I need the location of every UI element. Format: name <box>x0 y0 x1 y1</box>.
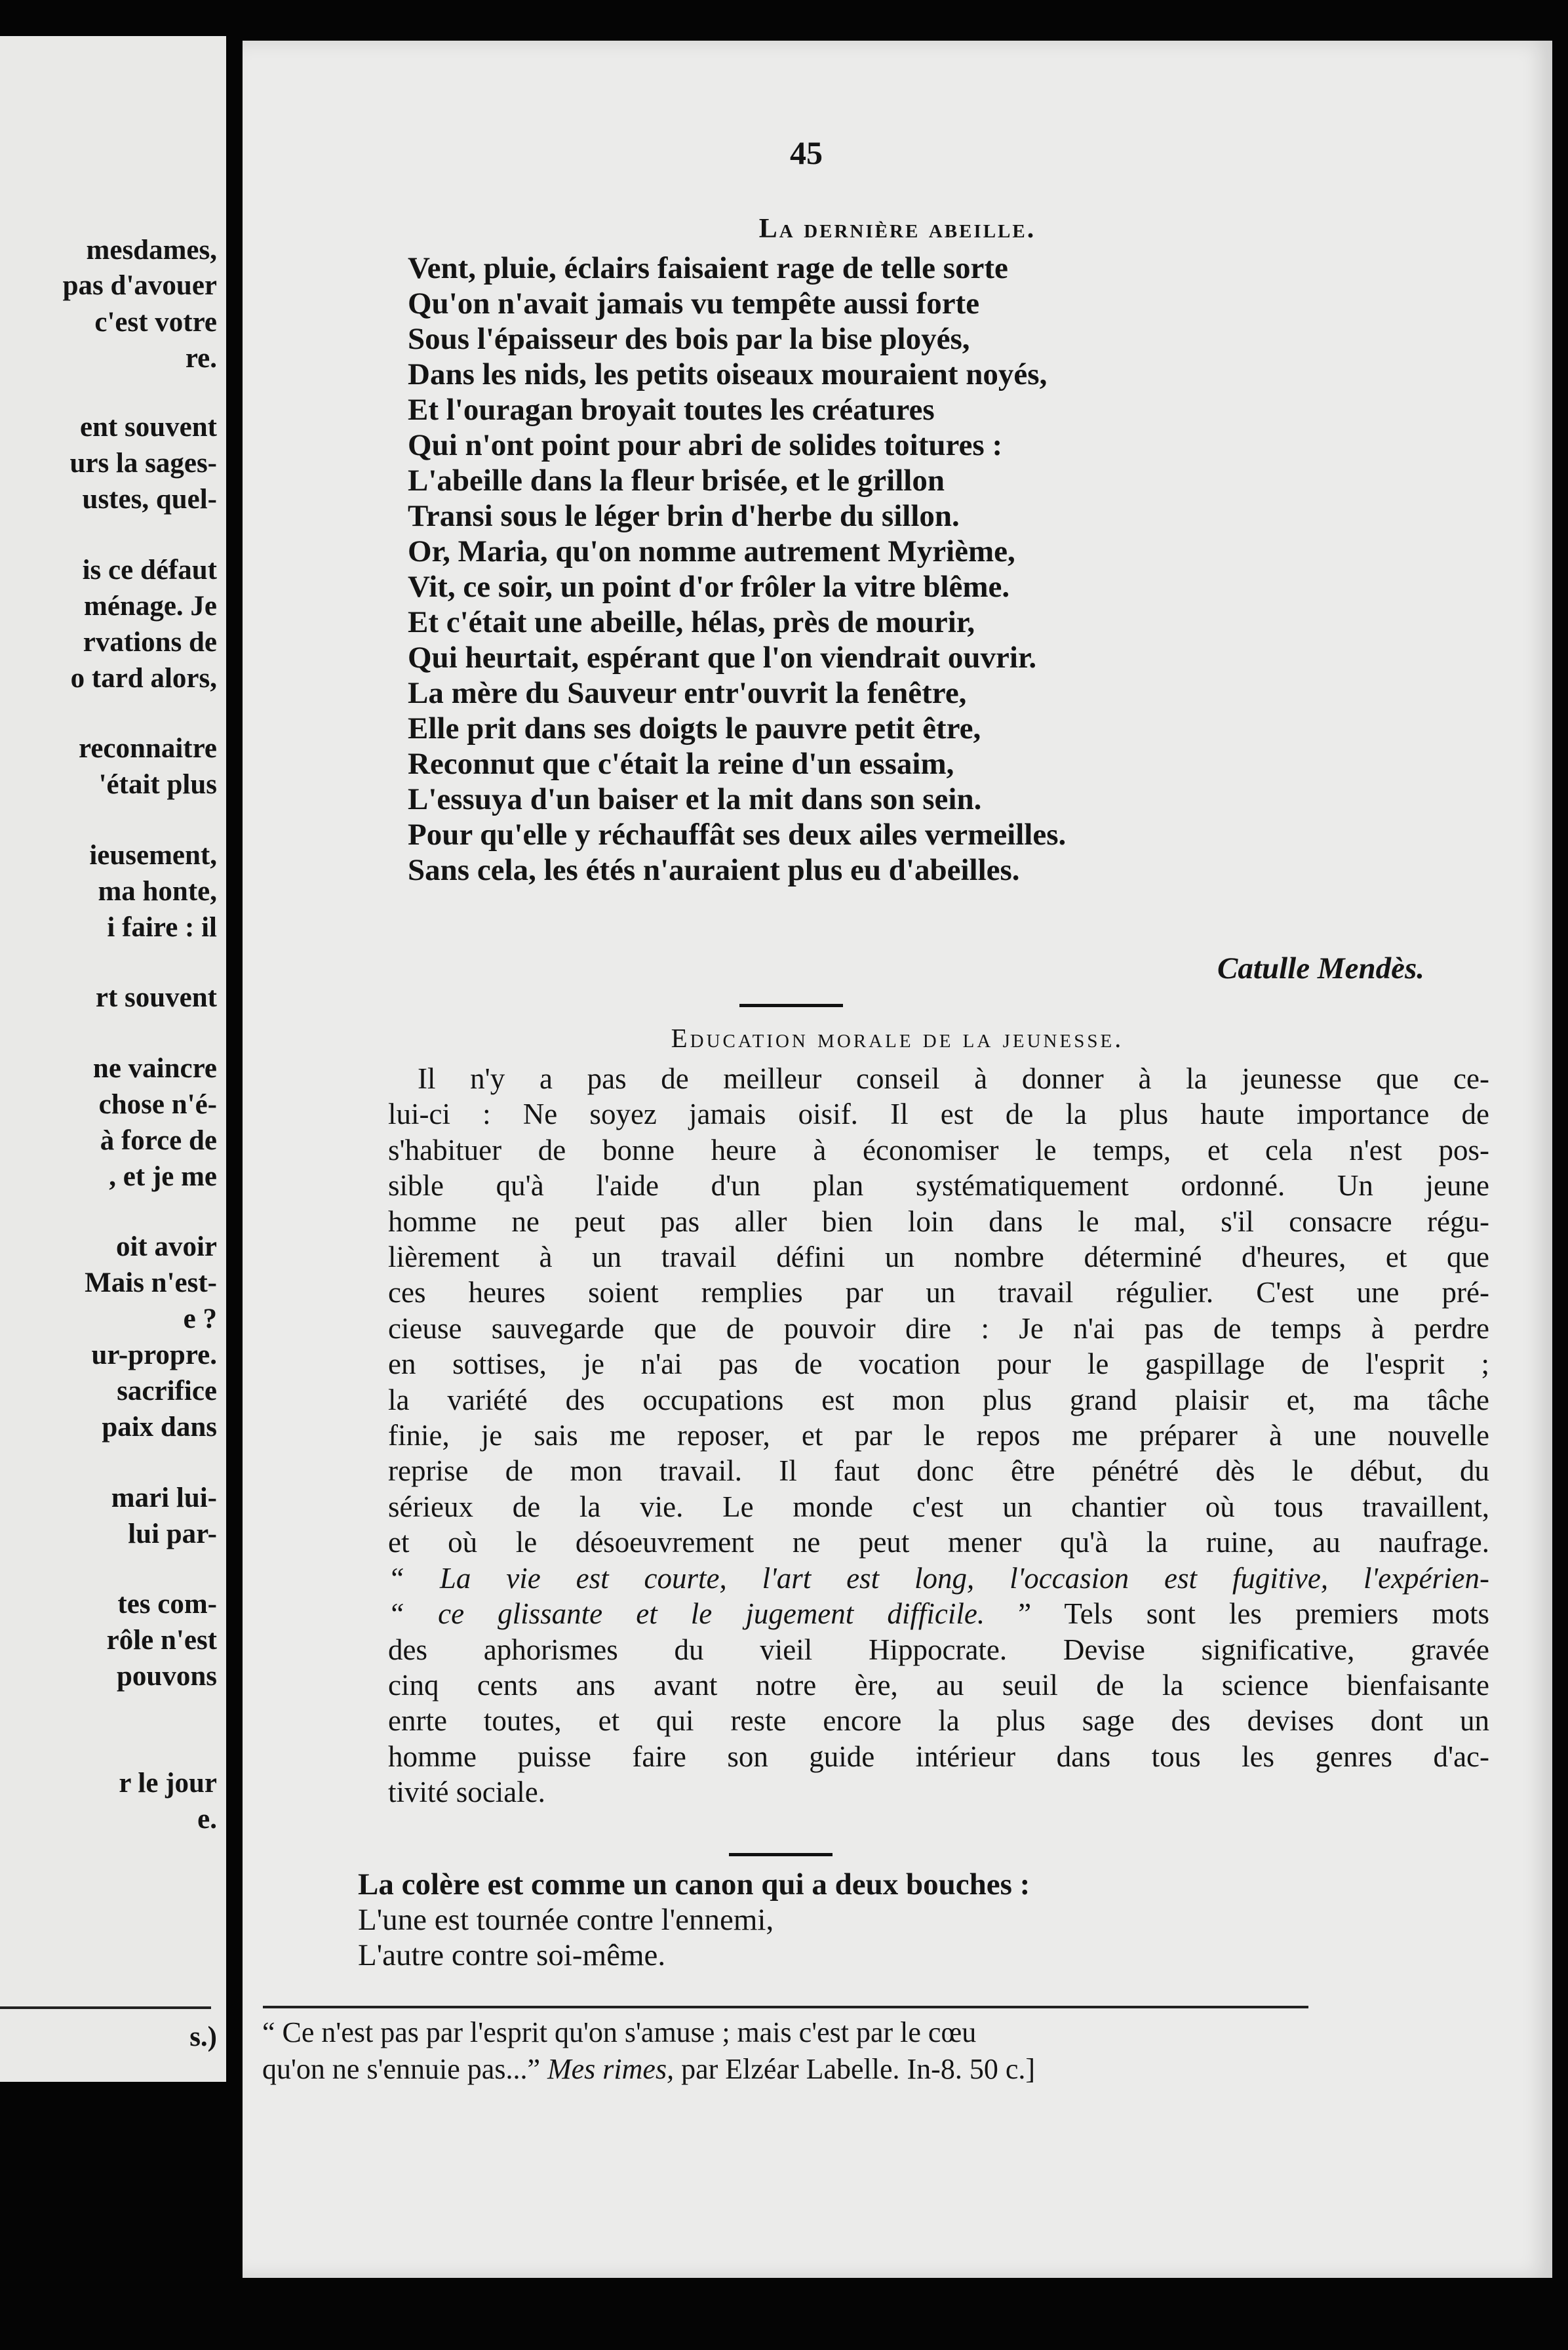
maxim-line: L'une est tournée contre l'ennemi, <box>358 1903 774 1937</box>
footnote-book-title: Mes rimes, <box>547 2053 675 2085</box>
poem-line: Qu'on n'avait jamais vu tempête aussi forte <box>408 287 980 321</box>
previous-page-line: ma honte, <box>98 876 217 907</box>
poem-line: Vent, pluie, éclairs faisaient rage de telle sorte <box>408 251 1008 285</box>
essay-line: reprise de mon travail. Il faut donc être pénétré dès le début, du <box>388 1454 1489 1488</box>
footnote-line: “ Ce n'est pas par l'esprit qu'on s'amuse ; mais c'est par le cœu <box>262 2016 977 2048</box>
previous-page-line: o tard alors, <box>70 663 217 694</box>
essay-line: enrte toutes, et qui reste encore la plus sage des devises dont un <box>388 1704 1489 1738</box>
poem-line: Sans cela, les étés n'auraient plus eu d'abeilles. <box>408 853 1020 887</box>
page-number: 45 <box>790 134 823 171</box>
poem-line: Et c'était une abeille, hélas, près de mourir, <box>408 605 975 639</box>
maxim-line: L'autre contre soi-même. <box>358 1938 666 1972</box>
previous-page-line: à force de <box>100 1125 217 1156</box>
maxim-line: La colère est comme un canon qui a deux bouches : <box>358 1867 1030 1902</box>
poem-line: Elle prit dans ses doigts le pauvre petit être, <box>408 711 981 746</box>
essay-line: la variété des occupations est mon plus grand plaisir et, ma tâche <box>388 1383 1489 1416</box>
footnote-text: par Elzéar Labelle. In-8. 50 c.] <box>674 2053 1036 2085</box>
maxim <box>358 1867 1030 1973</box>
poem-body <box>408 250 1489 888</box>
previous-page-line: reconnaitre <box>79 733 217 764</box>
poem-line: Qui heurtait, espérant que l'on viendrait ouvrir. <box>408 641 1037 675</box>
essay-line: cinq cents ans avant notre ère, au seuil de la science bienfaisante <box>388 1668 1489 1702</box>
essay-line: lièrement à un travail défini un nombre déterminé d'heures, et que <box>388 1241 1489 1274</box>
essay-line: s'habituer de bonne heure à économiser le temps, et cela n'est pos- <box>388 1133 1489 1166</box>
previous-page-line: ur-propre. <box>91 1340 217 1370</box>
poem-line: Or, Maria, qu'on nomme autrement Myrième, <box>408 534 1015 568</box>
previous-page-line: urs la sages- <box>69 448 217 479</box>
previous-page-line: s.) <box>189 2021 217 2052</box>
footnote-line <box>262 2051 1318 2088</box>
essay-line: homme puisse faire son guide intérieur dans tous les genres d'ac- <box>388 1740 1489 1773</box>
section-divider <box>729 1853 833 1856</box>
poem-line: Reconnut que c'était la reine d'un essaim, <box>408 747 954 781</box>
essay-line: finie, je sais me reposer, et par le repos me préparer à une nouvelle <box>388 1419 1489 1452</box>
main-page <box>243 41 1552 2278</box>
essay-line: lui-ci : Ne soyez jamais oisif. Il est de la plus haute importance de <box>388 1098 1489 1131</box>
poem-line: Et l'ouragan broyait toutes les créatures <box>408 393 935 427</box>
previous-page-line: c'est votre <box>94 307 217 338</box>
previous-page-line: mari lui- <box>111 1483 217 1513</box>
previous-page-line: pouvons <box>117 1661 217 1692</box>
essay-line <box>388 1596 1489 1631</box>
previous-page-line: lui par- <box>128 1519 217 1549</box>
previous-page-line: pas d'avouer <box>62 270 217 301</box>
previous-page-line: ieusement, <box>89 840 217 871</box>
essay-line: et où le désoeuvrement ne peut mener qu'à la ruine, au naufrage. <box>388 1526 1489 1559</box>
previous-page-line: sacrifice <box>117 1376 217 1406</box>
poem-line: La mère du Sauveur entr'ouvrit la fenêtre, <box>408 676 967 710</box>
essay-line: tivité sociale. <box>388 1776 545 1809</box>
previous-page-line: ustes, quel- <box>82 484 217 515</box>
poem-line: Transi sous le léger brin d'herbe du sillon. <box>408 499 960 533</box>
essay-line: Il n'y a pas de meilleur conseil à donner à la jeunesse que ce- <box>418 1062 1489 1095</box>
poem-line: L'abeille dans la fleur brisée, et le grillon <box>408 464 945 498</box>
poem-author: Catulle Mendès. <box>1217 951 1424 986</box>
previous-page-line: mesdames, <box>86 235 217 266</box>
section-divider <box>739 1004 843 1007</box>
previous-page-line: ménage. Je <box>84 591 217 622</box>
essay-quote: “ La vie est courte, l'art est long, l'occasion est fugitive, l'expérien- <box>388 1561 1489 1595</box>
previous-page-line: rôle n'est <box>106 1625 217 1656</box>
previous-page-line: is ce défaut <box>82 555 217 586</box>
poem-line: Vit, ce soir, un point d'or frôler la vitre blême. <box>408 570 1010 604</box>
previous-page-line: oit avoir <box>115 1231 217 1262</box>
previous-page-line: ne vaincre <box>92 1053 217 1084</box>
previous-page-line: rt souvent <box>95 982 217 1013</box>
previous-page-line: e. <box>197 1804 217 1835</box>
footnote-rule <box>263 2006 1308 2008</box>
essay-line: sible qu'à l'aide d'un plan systématiquement ordonné. Un jeune <box>388 1169 1489 1203</box>
essay-line <box>388 1561 1489 1596</box>
previous-page-line: i faire : il <box>107 912 217 943</box>
poem-title: La dernière abeille. <box>758 214 1036 244</box>
essay-title: Education morale de la jeunesse. <box>671 1023 1124 1053</box>
essay-quote: “ ce glissante et le jugement difficile. <box>388 1597 985 1631</box>
previous-page-line: re. <box>185 343 217 374</box>
poem-line: Qui n'ont point pour abri de solides toitures : <box>408 428 1003 462</box>
previous-page-line: e ? <box>183 1304 217 1334</box>
essay-line: en sottises, je n'ai pas de vocation pour le gaspillage de l'esprit ; <box>388 1347 1489 1381</box>
essay-line: ces heures soient remplies par un travail régulier. C'est une pré- <box>388 1276 1489 1309</box>
poem-line: L'essuya d'un baiser et la mit dans son sein. <box>408 782 982 816</box>
essay-line: homme ne peut pas aller bien loin dans le mal, s'il consacre régu- <box>388 1205 1489 1238</box>
footnote <box>262 2014 1318 2088</box>
previous-page-footnote-rule <box>0 2006 211 2009</box>
previous-page-fragment <box>0 36 226 2082</box>
essay-text: ” Tels sont les premiers mots <box>985 1597 1490 1631</box>
previous-page-line: 'était plus <box>98 769 217 800</box>
previous-page-line: ent souvent <box>79 412 217 443</box>
essay-body <box>388 1061 1489 1810</box>
previous-page-line: tes com- <box>117 1589 217 1620</box>
previous-page-line: paix dans <box>102 1412 217 1443</box>
previous-page-line: r le jour <box>119 1768 217 1799</box>
essay-line: sérieux de la vie. Le monde c'est un chantier où tous travaillent, <box>388 1490 1489 1523</box>
poem-line: Sous l'épaisseur des bois par la bise ployés, <box>408 322 970 356</box>
essay-line: des aphorismes du vieil Hippocrate. Devise significative, gravée <box>388 1633 1489 1666</box>
poem-line: Pour qu'elle y réchauffât ses deux ailes vermeilles. <box>408 818 1067 852</box>
footnote-text: qu'on ne s'ennuie pas...” <box>262 2053 547 2085</box>
previous-page-line: , et je me <box>109 1161 217 1192</box>
previous-page-line: rvations de <box>83 627 217 658</box>
previous-page-line: Mais n'est- <box>85 1267 217 1298</box>
essay-line: cieuse sauvegarde que de pouvoir dire : Je n'ai pas de temps à perdre <box>388 1311 1489 1345</box>
poem-line: Dans les nids, les petits oiseaux mouraient noyés, <box>408 357 1048 391</box>
previous-page-line: chose n'é- <box>98 1089 217 1120</box>
